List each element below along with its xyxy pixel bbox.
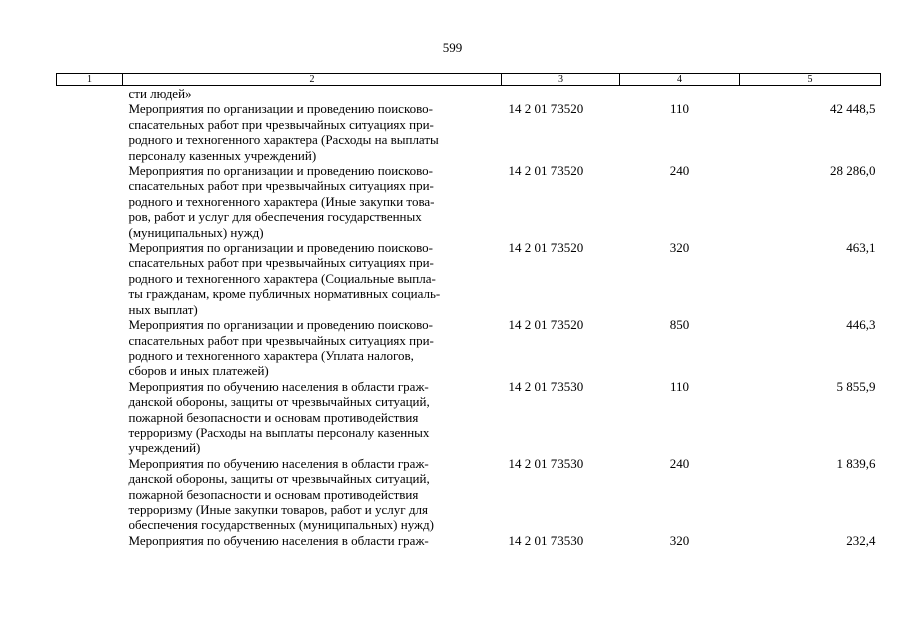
- name-line: пожарной безопасности и основам противодействия: [128, 409, 419, 425]
- cell-sum: 5 855,9: [836, 378, 876, 394]
- table-row: [57, 379, 881, 456]
- budget-table: [56, 73, 881, 548]
- header-col-5: 5: [740, 74, 881, 86]
- cell-csr: 14 2 01 73520: [508, 240, 584, 256]
- name-line: родного и техногенного характера (Уплата налогов,: [128, 347, 414, 363]
- name-line: родного и техногенного характера (Расходы на выплаты: [128, 132, 439, 148]
- name-line: Мероприятия по организации и проведению поисково-: [128, 317, 433, 333]
- name-line: Мероприятия по организации и проведению поисково-: [128, 101, 433, 117]
- cell-sum: 463,1: [846, 240, 876, 256]
- cell-name: [123, 456, 502, 533]
- name-line: спасательных работ при чрезвычайных ситуациях при-: [128, 332, 434, 348]
- name-line: терроризму (Расходы на выплаты персоналу казенных: [128, 424, 430, 440]
- name-line: ров, работ и услуг для обеспечения государственных: [128, 209, 422, 225]
- cell-name: [123, 240, 502, 317]
- name-line: пожарной безопасности и основам противодействия: [128, 486, 419, 502]
- table-body: [57, 86, 881, 549]
- cell-name: [123, 533, 502, 548]
- header-col-4: 4: [620, 74, 740, 86]
- name-line: родного и техногенного характера (Иные закупки това-: [128, 193, 435, 209]
- name-line: данской обороны, защиты от чрезвычайных ситуаций,: [128, 471, 430, 487]
- table-row: [57, 163, 881, 240]
- name-line: (муниципальных) нужд): [128, 224, 264, 240]
- name-line: персоналу казенных учреждений): [128, 147, 317, 163]
- cell-vr: [620, 86, 740, 102]
- cell-num: [57, 379, 123, 456]
- name-line: ных выплат): [128, 301, 198, 317]
- table-row: [57, 240, 881, 317]
- table-row: [57, 317, 881, 379]
- table-row: [57, 533, 881, 548]
- cell-vr: 240: [669, 163, 690, 179]
- cell-csr: [502, 86, 620, 102]
- name-line: учреждений): [128, 440, 201, 456]
- header-col-3: 3: [502, 74, 620, 86]
- cell-sum: 232,4: [846, 532, 876, 548]
- cell-csr: 14 2 01 73530: [508, 455, 584, 471]
- name-line: сти людей»: [128, 86, 192, 101]
- cell-sum: 28 286,0: [830, 163, 876, 179]
- cell-vr: 240: [669, 455, 690, 471]
- cell-num: [57, 317, 123, 379]
- name-line: сборов и иных платежей): [128, 363, 269, 379]
- name-line: спасательных работ при чрезвычайных ситуациях при-: [128, 178, 434, 194]
- cell-num: [57, 533, 123, 548]
- cell-csr: 14 2 01 73520: [508, 317, 584, 333]
- cell-name: [123, 86, 502, 102]
- name-line: Мероприятия по организации и проведению поисково-: [128, 163, 433, 179]
- name-line: ты гражданам, кроме публичных нормативных социаль-: [128, 286, 441, 302]
- cell-csr: 14 2 01 73520: [508, 163, 584, 179]
- name-line: спасательных работ при чрезвычайных ситуациях при-: [128, 116, 434, 132]
- header-row: [57, 74, 881, 86]
- cell-csr: 14 2 01 73520: [508, 101, 584, 117]
- continuation-row: [57, 86, 881, 102]
- header-col-1: 1: [57, 74, 123, 86]
- cell-vr: 850: [669, 317, 690, 333]
- table-header: [57, 74, 881, 86]
- cell-sum: [740, 86, 881, 102]
- cell-sum: 446,3: [846, 317, 876, 333]
- cell-vr: 110: [669, 101, 690, 117]
- name-line: обеспечения государственных (муниципальных) нужд): [128, 517, 434, 533]
- cell-csr: 14 2 01 73530: [508, 532, 584, 548]
- name-line: Мероприятия по организации и проведению поисково-: [128, 240, 433, 256]
- cell-num: [57, 86, 123, 102]
- cell-num: [57, 101, 123, 163]
- cell-name: [123, 101, 502, 163]
- cell-name: [123, 317, 502, 379]
- cell-num: [57, 456, 123, 533]
- name-line: спасательных работ при чрезвычайных ситуациях при-: [128, 255, 434, 271]
- table-row: [57, 456, 881, 533]
- name-line: Мероприятия по обучению населения в области граж-: [128, 378, 429, 394]
- name-line: родного и техногенного характера (Социальные выпла-: [128, 270, 436, 286]
- page-number: 599: [442, 40, 463, 55]
- name-line: данской обороны, защиты от чрезвычайных ситуаций,: [128, 394, 430, 410]
- name-line: терроризму (Иные закупки товаров, работ и услуг для: [128, 501, 428, 517]
- table-row: [57, 101, 881, 163]
- cell-vr: 110: [669, 378, 690, 394]
- name-line: Мероприятия по обучению населения в области граж-: [128, 532, 429, 548]
- cell-vr: 320: [669, 240, 690, 256]
- header-col-2: 2: [123, 74, 502, 86]
- cell-vr: 320: [669, 532, 690, 548]
- cell-name: [123, 379, 502, 456]
- cell-num: [57, 163, 123, 240]
- cell-sum: 1 839,6: [836, 455, 876, 471]
- cell-csr: 14 2 01 73530: [508, 378, 584, 394]
- name-line: Мероприятия по обучению населения в области граж-: [128, 455, 429, 471]
- cell-num: [57, 240, 123, 317]
- cell-name: [123, 163, 502, 240]
- cell-sum: 42 448,5: [830, 101, 876, 117]
